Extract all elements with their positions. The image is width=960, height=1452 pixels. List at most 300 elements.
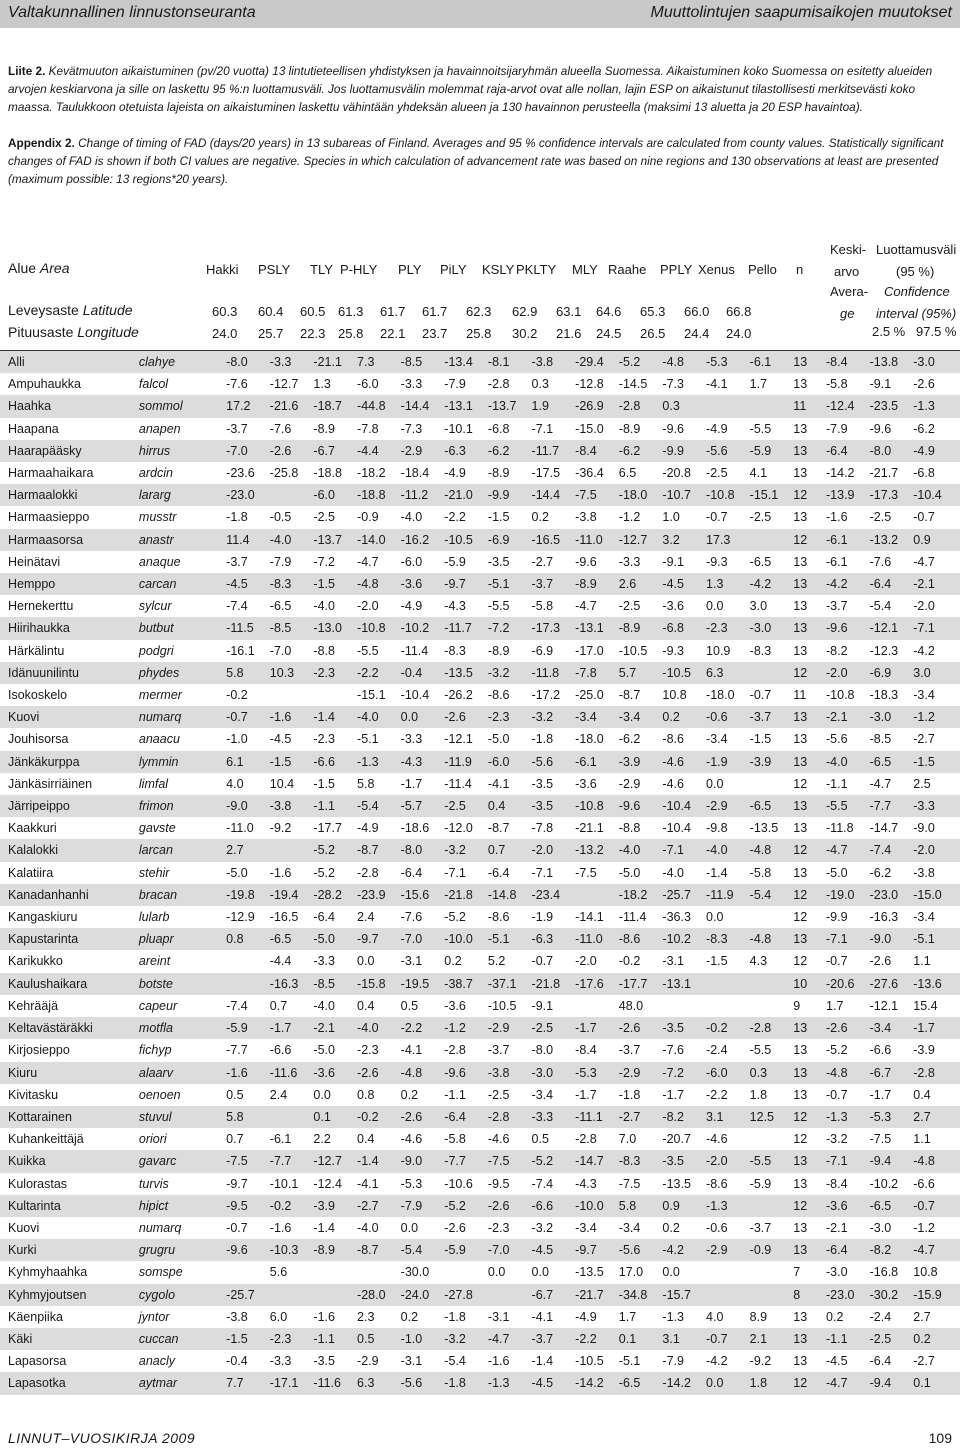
cell-value: -7.9 <box>269 554 292 569</box>
cell-value: -9.4 <box>862 1372 906 1394</box>
species-code: jyntor <box>138 1309 170 1324</box>
species-code: numarq <box>131 706 218 728</box>
cell-value: -7.4 <box>226 998 248 1013</box>
cell-value: -5.2 <box>305 839 349 861</box>
cell-value: 0.5 <box>349 1328 393 1350</box>
cell-value: -3.3 <box>400 732 423 747</box>
cell-value: -5.6 <box>393 1372 437 1394</box>
cell-value: -7.5 <box>575 865 597 880</box>
cell-value: -3.0 <box>742 617 786 639</box>
cell-value: -8.9 <box>487 643 510 658</box>
cell-value: -23.5 <box>862 395 906 417</box>
cell-value: -2.4 <box>706 1043 728 1058</box>
cell-value: -7.4 <box>226 599 248 614</box>
cell-value: 1.3 <box>698 573 742 595</box>
cell-value: -9.6 <box>818 617 862 639</box>
cell-value: -1.1 <box>305 1328 349 1350</box>
species-code: mermer <box>138 688 182 703</box>
cell-value: 1.0 <box>662 510 680 525</box>
table-row <box>0 462 960 484</box>
cell-value: 6.5 <box>618 466 637 481</box>
cell-value: -4.9 <box>357 821 379 836</box>
cell-value: -21.1 <box>305 351 349 373</box>
cell-value: -7.0 <box>480 1239 524 1261</box>
cell-value: -10.8 <box>826 688 855 703</box>
cell-value: 13 <box>785 795 818 817</box>
species-name: Kyhmyjoutsen <box>0 1284 131 1306</box>
cell-value: -34.8 <box>611 1284 655 1306</box>
table-row <box>0 1372 960 1394</box>
cell-value: -25.7 <box>654 884 698 906</box>
species-name: Kehrääjä <box>8 998 59 1013</box>
cell-value: -8.9 <box>487 466 510 481</box>
cell-value: -9.6 <box>575 554 597 569</box>
cell-value: -1.5 <box>487 510 510 525</box>
cell-value: -8.6 <box>706 1176 728 1191</box>
cell-value: -36.3 <box>662 910 691 925</box>
cell-value: 10.9 <box>706 643 731 658</box>
cell-value <box>698 1284 742 1306</box>
cell-value: -2.4 <box>869 1309 892 1324</box>
cell-value: -4.3 <box>444 599 466 614</box>
cell-value: -1.5 <box>706 954 728 969</box>
cell-value <box>436 1261 480 1283</box>
table-row <box>0 862 960 884</box>
cell-value: -2.8 <box>487 377 510 392</box>
cell-value: -3.8 <box>226 1309 248 1324</box>
cell-value: -2.3 <box>357 1043 379 1058</box>
cell-value: -3.4 <box>913 910 935 925</box>
cell-value: -10.8 <box>698 484 742 506</box>
table-row <box>0 506 960 528</box>
cell-value: -4.8 <box>349 573 393 595</box>
cell-value: 0.0 <box>487 1265 506 1280</box>
cell-value: -16.3 <box>262 973 306 995</box>
cell-value: 0.3 <box>742 1062 786 1084</box>
species-code: anapen <box>138 421 181 436</box>
cell-value: 13 <box>793 1309 808 1324</box>
cell-value: -7.3 <box>662 377 684 392</box>
cell-value: 0.4 <box>357 1132 375 1147</box>
cell-value <box>742 529 786 551</box>
cell-value: -3.1 <box>487 1309 510 1324</box>
cell-value: -6.9 <box>480 529 524 551</box>
cell-value: -17.1 <box>262 1372 306 1394</box>
cell-value: -5.5 <box>742 1150 786 1172</box>
table-row <box>0 995 960 1017</box>
cell-value: -24.0 <box>393 1284 437 1306</box>
table-row <box>0 839 960 861</box>
cell-value: 12 <box>785 884 818 906</box>
cell-value: -6.1 <box>826 554 848 569</box>
cell-value: -4.5 <box>654 573 698 595</box>
cell-value: -14.2 <box>654 1372 698 1394</box>
cell-value: -3.4 <box>706 732 728 747</box>
cell-value <box>742 1128 786 1150</box>
cell-value: -2.0 <box>905 839 960 861</box>
cell-value: -0.5 <box>269 510 292 525</box>
cell-value: -13.0 <box>305 617 349 639</box>
cell-value: -3.3 <box>400 377 423 392</box>
cell-value: 5.2 <box>487 954 506 969</box>
cell-value: -5.9 <box>436 1239 480 1261</box>
species-code: lymmin <box>131 751 218 773</box>
cell-value: -1.6 <box>218 1062 262 1084</box>
cell-value: -17.6 <box>567 973 611 995</box>
cell-value: -3.4 <box>575 1220 597 1235</box>
cell-value: -3.9 <box>611 751 655 773</box>
cell-value: -8.6 <box>611 928 655 950</box>
cell-value: -2.9 <box>698 1239 742 1261</box>
cell-value: -1.9 <box>698 751 742 773</box>
cell-value: -5.2 <box>611 351 655 373</box>
cell-value: -5.2 <box>826 1043 848 1058</box>
cell-value: -5.6 <box>524 751 568 773</box>
cell-value: -3.3 <box>262 351 306 373</box>
cell-value: -3.4 <box>567 706 611 728</box>
cell-value: -17.7 <box>611 973 655 995</box>
cell-value: -7.1 <box>905 617 960 639</box>
cell-value: -2.5 <box>618 599 641 614</box>
column-header: PPLY <box>660 262 693 277</box>
cell-value: 13 <box>785 751 818 773</box>
species-code: oenoen <box>138 1087 181 1102</box>
cell-value: 13 <box>785 706 818 728</box>
cell-value: -9.7 <box>567 1239 611 1261</box>
cell-value <box>742 395 786 417</box>
table-row <box>0 1328 960 1350</box>
cell-value: 13 <box>785 1328 818 1350</box>
table-row <box>0 795 960 817</box>
cell-value: -2.8 <box>357 865 379 880</box>
cell-value: -4.0 <box>662 865 684 880</box>
cell-value: -0.7 <box>698 1328 742 1350</box>
cell-value: -7.1 <box>531 421 554 436</box>
cell-value: -12.9 <box>226 910 255 925</box>
cell-value: 0.1 <box>905 1372 960 1394</box>
cell-value: 17.3 <box>698 529 742 551</box>
cell-value: -9.8 <box>706 821 728 836</box>
column-header: Raahe <box>608 262 647 277</box>
species-code: numarq <box>138 1220 182 1235</box>
cell-value: -3.3 <box>269 1354 292 1369</box>
cell-value: -2.0 <box>913 599 935 614</box>
species-code: bracan <box>131 884 218 906</box>
cell-value: 10 <box>785 973 818 995</box>
cell-value: -1.6 <box>269 865 292 880</box>
cell-value: 0.0 <box>706 599 724 614</box>
species-table <box>0 351 960 1395</box>
cell-value: -4.6 <box>654 751 698 773</box>
species-code: anaacu <box>138 732 180 747</box>
cell-value: -10.4 <box>400 688 430 703</box>
cell-value: 1.9 <box>524 395 568 417</box>
species-code: cygolo <box>131 1284 218 1306</box>
cell-value: -16.3 <box>869 910 899 925</box>
cell-value: -10.8 <box>349 617 393 639</box>
species-code: sylcur <box>138 599 172 614</box>
cell-value: 11 <box>793 688 807 703</box>
cell-value: -4.0 <box>698 839 742 861</box>
cell-value: -3.6 <box>662 599 684 614</box>
cell-value: -3.4 <box>531 1087 554 1102</box>
cell-value <box>218 950 262 972</box>
cell-value: -1.7 <box>905 1017 960 1039</box>
latitude-label-fi: Leveysaste <box>8 302 79 318</box>
cell-value <box>742 1261 786 1283</box>
cell-value: -8.6 <box>662 732 684 747</box>
cell-value: 13 <box>785 1017 818 1039</box>
cell-value: -2.2 <box>706 1087 728 1102</box>
cell-value: -4.4 <box>269 954 292 969</box>
longitude-value: 22.1 <box>380 326 406 341</box>
cell-value: -4.7 <box>575 599 597 614</box>
cell-value: -4.0 <box>313 998 335 1013</box>
cell-value: 0.1 <box>611 1328 655 1350</box>
cell-value: -25.0 <box>575 688 604 703</box>
cell-value: 3.1 <box>698 1106 742 1128</box>
species-name: Kiuru <box>0 1062 131 1084</box>
cell-value: -2.9 <box>393 440 437 462</box>
cell-value: -12.7 <box>269 377 299 392</box>
cell-value: -10.5 <box>487 998 517 1013</box>
table-row <box>0 1306 960 1328</box>
cell-value: -3.7 <box>487 1043 510 1058</box>
cell-value: 2.7 <box>913 1309 931 1324</box>
cell-value: -0.2 <box>618 954 641 969</box>
cell-value: -5.0 <box>618 865 641 880</box>
cell-value: 0.3 <box>654 395 698 417</box>
cell-value: 13 <box>793 643 808 658</box>
table-row <box>0 595 960 617</box>
table-row <box>0 529 960 551</box>
cell-value: -12.7 <box>611 529 655 551</box>
cell-value: 11 <box>785 395 818 417</box>
cell-value: -5.4 <box>444 1354 466 1369</box>
cell-value: 1.1 <box>913 954 931 969</box>
cell-value: -2.9 <box>611 1062 655 1084</box>
cell-value: -5.3 <box>698 351 742 373</box>
cell-value: -8.3 <box>698 928 742 950</box>
table-row <box>0 706 960 728</box>
cell-value: 5.7 <box>611 662 655 684</box>
cell-value: -6.5 <box>611 1372 655 1394</box>
area-header-fi: Alue <box>8 260 37 276</box>
cell-value: -2.9 <box>480 1017 524 1039</box>
cell-value: -3.4 <box>618 1220 641 1235</box>
cell-value: 12 <box>785 662 818 684</box>
cell-value: -8.0 <box>218 351 262 373</box>
cell-value: 13 <box>785 1150 818 1172</box>
species-name: Kuikka <box>0 1150 131 1172</box>
cell-value: -3.4 <box>862 1017 906 1039</box>
header-left: Valtakunnallinen linnustonseuranta <box>8 4 256 21</box>
cell-value: -3.5 <box>487 554 510 569</box>
cell-value: 0.2 <box>444 954 462 969</box>
cell-value: -4.9 <box>575 1309 597 1324</box>
cell-value <box>262 684 306 706</box>
cell-value: -7.8 <box>531 821 554 836</box>
species-name: Harmaasieppo <box>8 510 90 525</box>
species-name: Käki <box>0 1328 131 1350</box>
species-code: aytmar <box>131 1372 218 1394</box>
cell-value: -2.3 <box>480 706 524 728</box>
species-code: carcan <box>131 573 218 595</box>
cell-value: -10.5 <box>618 643 648 658</box>
cell-value: 7 <box>793 1265 801 1280</box>
cell-value: -2.7 <box>913 732 935 747</box>
cell-value: -8.8 <box>618 821 641 836</box>
cell-value: -6.5 <box>742 795 786 817</box>
cell-value: -5.3 <box>862 1106 906 1128</box>
cell-value: -2.2 <box>349 662 393 684</box>
cell-value: 7.3 <box>349 351 393 373</box>
table-row <box>0 884 960 906</box>
cell-value: -19.8 <box>218 884 262 906</box>
cell-value: -0.2 <box>262 1195 306 1217</box>
cell-value: -18.2 <box>611 884 655 906</box>
cell-value: 10.8 <box>662 688 687 703</box>
column-header: Hakki <box>206 262 239 277</box>
cell-value: -3.0 <box>524 1062 568 1084</box>
cell-value: -1.2 <box>913 1220 935 1235</box>
species-code: podgri <box>138 643 174 658</box>
cell-value: 0.1 <box>305 1106 349 1128</box>
cell-value <box>218 1261 262 1283</box>
cell-value: 13 <box>785 573 818 595</box>
table-row <box>0 1017 960 1039</box>
cell-value: -10.4 <box>662 821 691 836</box>
cell-value <box>567 995 611 1017</box>
cell-value: -7.4 <box>531 1176 554 1191</box>
cell-value: -3.8 <box>524 351 568 373</box>
latitude-value: 66.0 <box>684 304 710 319</box>
cell-value: -5.5 <box>818 795 862 817</box>
cell-value: -0.2 <box>226 688 248 703</box>
cell-value: 4.0 <box>226 776 244 791</box>
cell-value: -14.8 <box>480 884 524 906</box>
cell-value: -6.4 <box>869 1354 892 1369</box>
column-header: KSLY <box>482 262 515 277</box>
cell-value <box>349 1261 393 1283</box>
cell-value: -7.6 <box>662 1043 684 1058</box>
cell-value: -4.1 <box>400 1043 423 1058</box>
cell-value: -14.7 <box>567 1150 611 1172</box>
cell-value: -2.8 <box>575 1132 597 1147</box>
species-name: Lapasorsa <box>8 1354 67 1369</box>
cell-value: -6.7 <box>305 440 349 462</box>
cell-value: 0.4 <box>913 1087 931 1102</box>
cell-value: -3.9 <box>913 1043 935 1058</box>
cell-value: -7.5 <box>618 1176 641 1191</box>
cell-value: -9.6 <box>611 795 655 817</box>
cell-value: -1.3 <box>905 395 960 417</box>
cell-value: -1.0 <box>226 732 248 747</box>
cell-value: -6.5 <box>269 599 292 614</box>
cell-value: -11.8 <box>826 821 854 836</box>
cell-value: 5.8 <box>218 1106 262 1128</box>
cell-value: -10.6 <box>444 1176 473 1191</box>
cell-value: 4.1 <box>749 466 768 481</box>
cell-value: -17.0 <box>575 643 604 658</box>
cell-value: -1.5 <box>313 776 335 791</box>
cell-value: -2.8 <box>480 1106 524 1128</box>
cell-value: -12.0 <box>444 821 473 836</box>
ci-header-4: interval (95%) <box>876 306 957 321</box>
cell-value: -6.6 <box>305 751 349 773</box>
cell-value: 12 <box>793 910 808 925</box>
cell-value: -3.7 <box>826 599 848 614</box>
cell-value: 13 <box>793 732 808 747</box>
cell-value: 13 <box>785 1062 818 1084</box>
cell-value: -6.1 <box>269 1132 292 1147</box>
cell-value: -11.6 <box>262 1062 306 1084</box>
cell-value: -3.8 <box>262 795 306 817</box>
cell-value: -3.3 <box>313 954 335 969</box>
cell-value: 13 <box>793 1087 808 1102</box>
table-row <box>0 1239 960 1261</box>
species-code: fichyp <box>138 1043 172 1058</box>
cell-value: -38.7 <box>436 973 480 995</box>
cell-value: -4.7 <box>818 1372 862 1394</box>
species-name: Jänkäkurppa <box>0 751 131 773</box>
cell-value: -16.1 <box>226 643 255 658</box>
species-name: Kanadanhanhi <box>0 884 131 906</box>
cell-value: -7.0 <box>269 643 292 658</box>
cell-value: -2.6 <box>262 440 306 462</box>
cell-value: -5.8 <box>531 599 554 614</box>
cell-value: 3.0 <box>749 599 768 614</box>
cell-value: -13.4 <box>436 351 480 373</box>
longitude-value: 25.8 <box>466 326 492 341</box>
cell-value <box>262 484 306 506</box>
cell-value: -8.3 <box>611 1150 655 1172</box>
cell-value: -5.5 <box>749 421 772 436</box>
cell-value: -8.3 <box>262 573 306 595</box>
cell-value: -26.9 <box>567 395 611 417</box>
cell-value: -7.9 <box>662 1354 684 1369</box>
cell-value: -9.7 <box>226 1176 248 1191</box>
cell-value: -5.4 <box>869 599 892 614</box>
species-code: areint <box>138 954 171 969</box>
cell-value: 0.0 <box>706 776 724 791</box>
column-header: PLY <box>398 262 422 277</box>
cell-value: 17.0 <box>618 1265 644 1280</box>
longitude-value: 24.4 <box>684 326 710 341</box>
cell-value: -6.5 <box>262 928 306 950</box>
cell-value: -2.1 <box>818 706 862 728</box>
column-header: TLY <box>310 262 333 277</box>
cell-value: -8.9 <box>567 573 611 595</box>
cell-value: -0.6 <box>698 706 742 728</box>
cell-value: -2.3 <box>487 1220 510 1235</box>
cell-value: -14.5 <box>618 377 648 392</box>
cell-value: -7.5 <box>869 1132 892 1147</box>
cell-value: -4.1 <box>531 1309 554 1324</box>
cell-value: -18.6 <box>400 821 430 836</box>
cell-value: 8.9 <box>749 1309 768 1324</box>
cell-value: -1.8 <box>618 1087 641 1102</box>
cell-value: -3.2 <box>826 1132 848 1147</box>
cell-value: -3.5 <box>654 1150 698 1172</box>
species-name: Lapasotka <box>0 1372 131 1394</box>
cell-value: -7.2 <box>480 617 524 639</box>
cell-value: 12 <box>793 776 808 791</box>
cell-value: -7.7 <box>862 795 906 817</box>
cell-value: -1.1 <box>305 795 349 817</box>
cell-value: -5.4 <box>742 884 786 906</box>
table-row <box>0 684 960 706</box>
